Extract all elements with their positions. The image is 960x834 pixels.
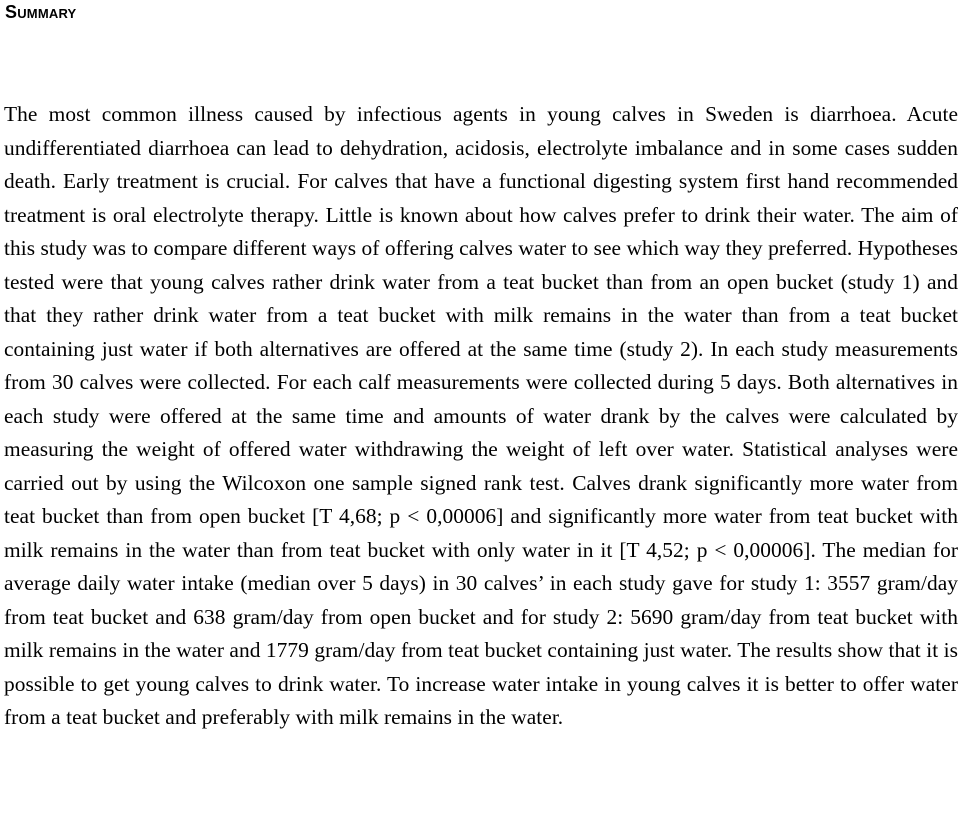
section-heading: Summary bbox=[5, 2, 77, 22]
summary-paragraph: The most common illness caused by infectious agents in young calves in Sweden is diarrhoea. Acute undifferentiated diarrhoea can lead to dehydration, acidosis, electrolyte imbalance and in some cases sudden death. Early treatment is crucial. For calves that have a functional digesting system first hand recommended treatment is oral electrolyte therapy. Little is known about how calves prefer to drink their water. The aim of this study was to compare different ways of offering calves water to see which way they preferred. Hypotheses tested were that young calves rather drink water from a teat bucket than from an open bucket (study 1) and that they rather drink water from a teat bucket with milk remains in the water than from a teat bucket containing just water if both alternatives are offered at the same time (study 2). In each study measurements from 30 calves were collected. For each calf measurements were collected during 5 days. Both alternatives in each study were offered at the same time and amounts of water drank by the calves were calculated by measuring the weight of offered water withdrawing the weight of left over water. Statistical analyses were carried out by using the Wilcoxon one sample signed rank test. Calves drank significantly more water from teat bucket than from open bucket [T 4,68; p < 0,00006] and significantly more water from teat bucket with milk remains in the water than from teat bucket with only water in it [T 4,52; p < 0,00006]. The median for average daily water intake (median over 5 days) in 30 calves’ in each study gave for study 1: 3557 gram/day from teat bucket and 638 gram/day from open bucket and for study 2: 5690 gram/day from teat bucket with milk remains in the water and 1779 gram/day from teat bucket containing just water. The results show that it is possible to get young calves to drink water. To increase water intake in young calves it is better to offer water from a teat bucket and preferably with milk remains in the water. bbox=[4, 102, 958, 729]
